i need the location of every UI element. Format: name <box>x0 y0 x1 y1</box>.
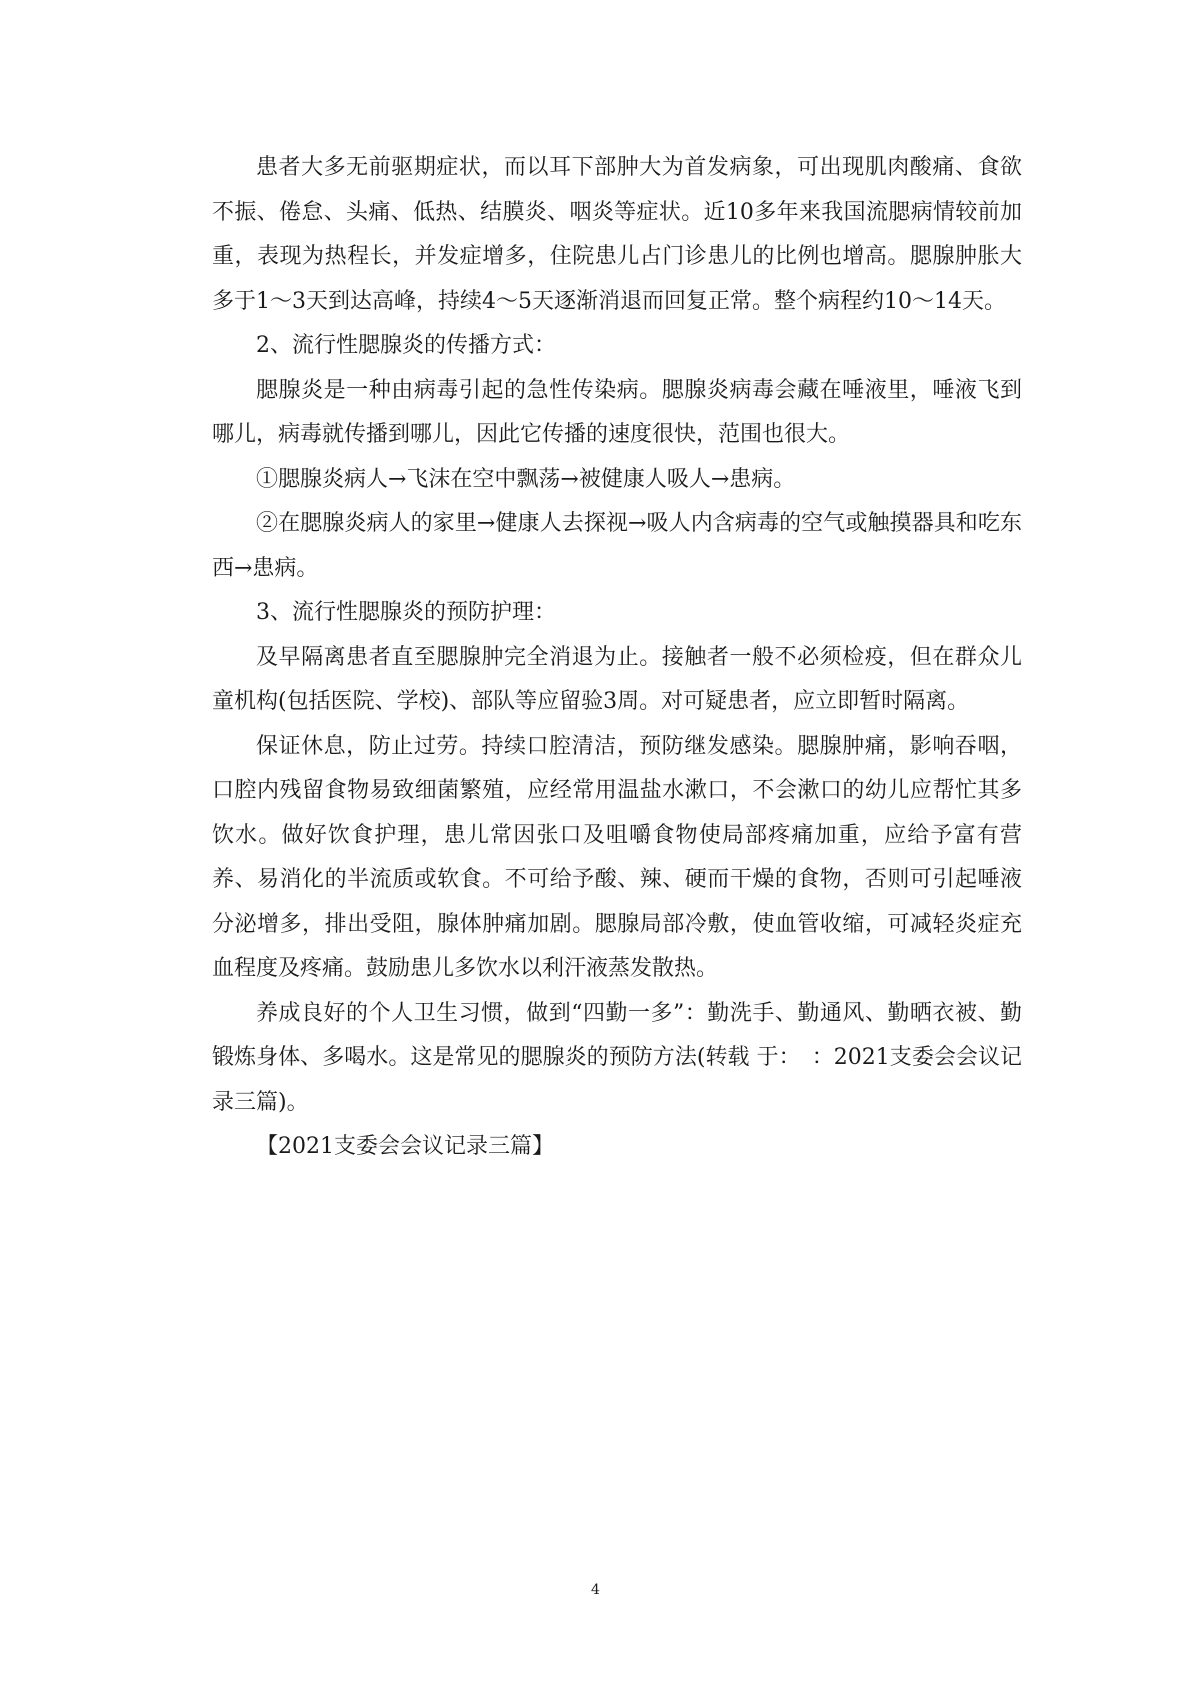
paragraph-route-2: ②在腮腺炎病人的家里→健康人去探视→吸人内含病毒的空气或触摸器具和吃东西→患病。 <box>212 511 1022 581</box>
paragraph-symptoms: 患者大多无前驱期症状，而以耳下部肿大为首发病象，可出现肌肉酸痛、食欲不振、倦怠、头痛、低热、结膜炎、咽炎等症状。近10多年来我国流腮病情较前加重，表现为热程长，并发症增多，住院患儿占门诊患儿的比例也增高。腮腺肿胀大多于1～3天到达高峰，持续4～5天逐渐消退而回复正常。整个病程约10～14天。 <box>212 155 1022 314</box>
paragraph-route-1: ①腮腺炎病人→飞沫在空中飘荡→被健康人吸人→患病。 <box>256 466 796 492</box>
paragraph-title-ref: 【2021支委会会议记录三篇】 <box>256 1134 554 1159</box>
paragraph-hygiene: 养成良好的个人卫生习惯，做到“四勤一多”：勤洗手、勤通风、勤晒衣被、勤锻炼身体、多喝水。这是常见的腮腺炎的预防方法(转载 于： ：2021支委会会议记录三篇)。 <box>212 1000 1022 1115</box>
paragraph-isolation: 及早隔离患者直至腮腺肿完全消退为止。接触者一般不必须检疫，但在群众儿童机构(包括医院、学校)、部队等应留验3周。对可疑患者，应立即暂时隔离。 <box>212 644 1022 714</box>
page-number: 4 <box>591 1582 600 1598</box>
paragraph-care: 保证休息，防止过劳。持续口腔清洁，预防继发感染。腮腺肿痛，影响吞咽，口腔内残留食物易致细菌繁殖，应经常用温盐水漱口，不会漱口的幼儿应帮忙其多饮水。做好饮食护理，患儿常因张口及咀嚼食物使局部疼痛加重，应给予富有营养、易消化的半流质或软食。不可给予酸、辣、硬而干燥的食物，否则可引起唾液分泌增多，排出受阻，腺体肿痛加剧。腮腺局部冷敷，使血管收缩，可减轻炎症充血程度及疼痛。鼓励患儿多饮水以利汗液蒸发散热。 <box>212 733 1022 981</box>
paragraph-transmission: 腮腺炎是一种由病毒引起的急性传染病。腮腺炎病毒会藏在唾液里，唾液飞到哪儿，病毒就传播到哪儿，因此它传播的速度很快，范围也很大。 <box>212 377 1022 447</box>
heading-transmission: 2、流行性腮腺炎的传播方式： <box>256 333 556 358</box>
body-text <box>212 146 1022 1170</box>
heading-prevention: 3、流行性腮腺炎的预防护理： <box>256 600 556 625</box>
